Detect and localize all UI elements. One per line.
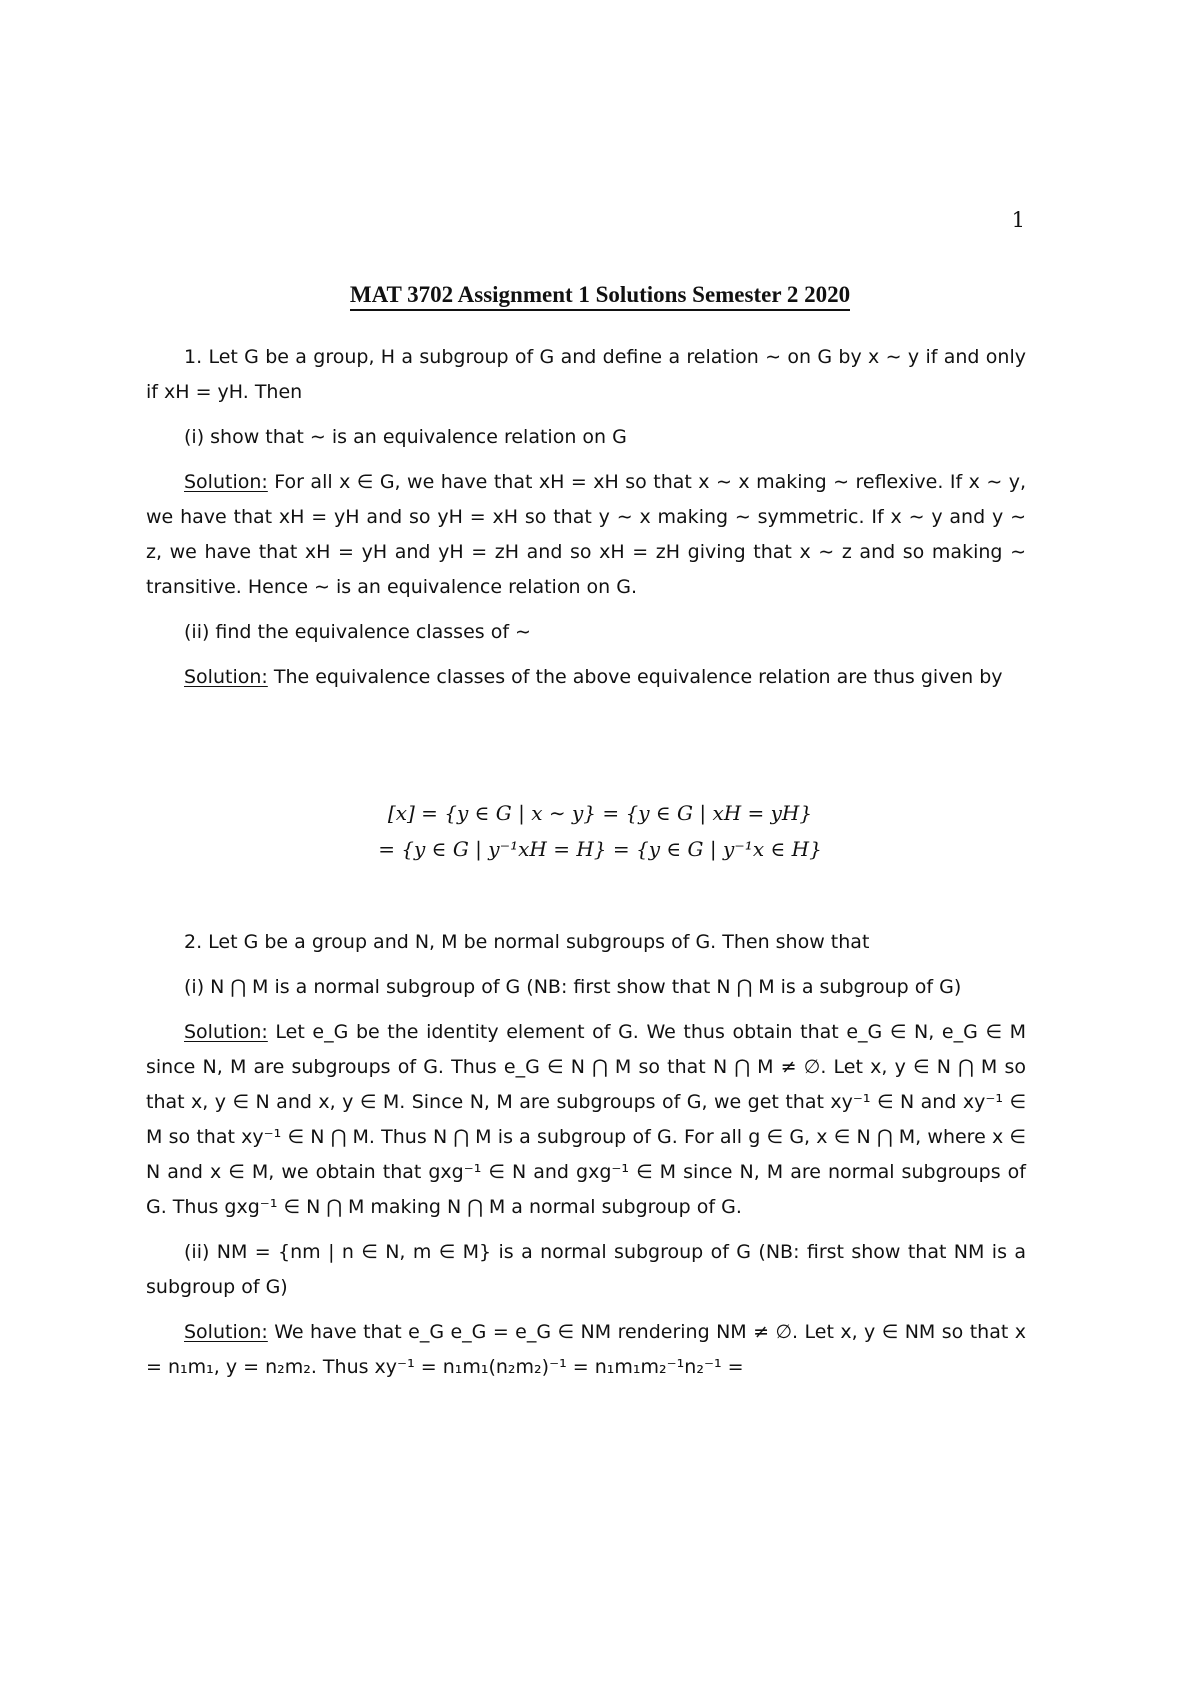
- question-2-part-ii: (ii) NM = {nm | n ∈ N, m ∈ M} is a normal subgroup of G (NB: first show that NM is a subgroup of G): [146, 1241, 1026, 1298]
- question-2-solution-ii: [146, 1315, 1026, 1385]
- solution-i-text: For all x ∈ G, we have that xH = xH so that x ∼ x making ∼ reflexive. If x ∼ y, we have that xH = yH and so yH = xH so that y ∼ x making ∼ symmetric. If x ∼ y and y ∼ z, we have that xH = yH and yH = zH and so xH = zH giving that x ∼ z and so making ∼ transitive. Hence ∼ is an equivalence relation on G.: [146, 471, 1026, 598]
- page-number: 1: [1011, 208, 1025, 232]
- question-1-part-ii: (ii) find the equivalence classes of ∼: [184, 621, 531, 643]
- document-title-text: MAT 3702 Assignment 1 Solutions Semester 2 2020: [350, 282, 850, 311]
- question-1-part-i: (i) show that ∼ is an equivalence relation on G: [184, 426, 627, 448]
- question-2-prompt: 2. Let G be a group and N, M be normal subgroups of G. Then show that: [184, 931, 870, 953]
- question-1-solution-i: [146, 465, 1026, 605]
- question-1-block: [146, 340, 1026, 705]
- display-equation-line-2: = {y ∈ G | y⁻¹xH = H} = {y ∈ G | y⁻¹x ∈ H}: [378, 837, 822, 861]
- solution-label: Solution:: [184, 1021, 268, 1043]
- question-2-part-i: (i) N ⋂ M is a normal subgroup of G (NB: first show that N ⋂ M is a subgroup of G): [184, 976, 962, 998]
- question-1-prompt: 1. Let G be a group, H a subgroup of G and define a relation ∼ on G by x ∼ y if and only if xH = yH. Then: [146, 346, 1026, 403]
- solution-label: Solution:: [184, 1321, 268, 1343]
- question-1-solution-ii: [146, 660, 1026, 695]
- solution-label: Solution:: [184, 666, 268, 688]
- solution-ii-text: The equivalence classes of the above equivalence relation are thus given by: [267, 666, 1003, 688]
- question-2-block: [146, 925, 1026, 1395]
- solution-i-text: Let e_G be the identity element of G. We thus obtain that e_G ∈ N, e_G ∈ M since N, M are subgroups of G. Thus e_G ∈ N ⋂ M so that N ⋂ M ≠ ∅. Let x, y ∈ N ⋂ M so that x, y ∈ N and x, y ∈ M. Since N, M are subgroups of G, we get that xy⁻¹ ∈ N and xy⁻¹ ∈ M so that xy⁻¹ ∈ N ⋂ M. Thus N ⋂ M is a subgroup of G. For all g ∈ G, x ∈ N ⋂ M, where x ∈ N and x ∈ M, we obtain that gxg⁻¹ ∈ N and gxg⁻¹ ∈ M since N, M are normal subgroups of G. Thus gxg⁻¹ ∈ N ⋂ M making N ⋂ M a normal subgroup of G.: [146, 1021, 1026, 1218]
- question-2-solution-i: [146, 1015, 1026, 1225]
- document-title: [0, 283, 1200, 306]
- solution-label: Solution:: [184, 471, 268, 493]
- solution-ii-text: We have that e_G e_G = e_G ∈ NM rendering NM ≠ ∅. Let x, y ∈ NM so that x = n₁m₁, y = n₂m₂. Thus xy⁻¹ = n₁m₁(n₂m₂)⁻¹ = n₁m₁m₂⁻¹n₂⁻¹ =: [146, 1321, 1026, 1378]
- equivalence-class-display: [0, 795, 1200, 867]
- display-equation-line-1: [x] = {y ∈ G | x ∼ y} = {y ∈ G | xH = yH}: [387, 801, 813, 825]
